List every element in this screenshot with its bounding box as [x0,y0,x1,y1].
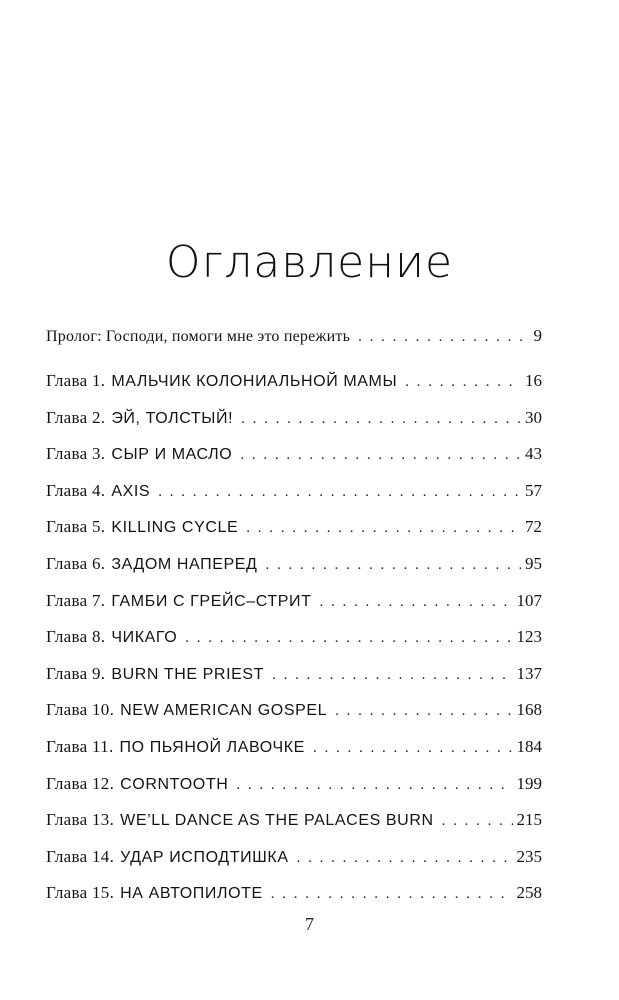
chapter-number: Глава 8. [46,627,106,647]
toc-entry-label [46,408,233,428]
chapter-title: ЭЙ, ТОЛСТЫЙ! [111,409,234,427]
page-title: Оглавление [165,237,454,289]
chapter-title: НА АВТОПИЛОТЕ [120,885,263,903]
dot-leader [158,484,521,501]
chapter-title: МАЛЬЧИК КОЛОНИАЛЬНОЙ МАМЫ [111,373,398,390]
dot-leader [335,703,512,720]
chapter-title: ПО ПЬЯНОЙ ЛАВОЧКЕ [119,738,305,756]
chapter-number: Глава 5. [46,517,106,537]
toc-entry-prologue [46,326,542,371]
chapter-title: ЧИКАГО [111,629,178,647]
dot-leader [185,630,512,647]
toc-page-number: 16 [525,371,542,390]
chapter-number: Глава 3. [46,444,106,464]
toc-page-number: 43 [525,444,542,464]
toc-entry [46,700,542,737]
toc-page-number: 168 [516,700,542,720]
chapter-title: WE’LL DANCE AS THE PALACES BURN [120,812,434,830]
dot-leader [265,557,521,574]
chapter-title: СЫР И МАСЛО [111,446,233,464]
toc-entry-label [46,627,177,647]
chapter-title: ЗАДОМ НАПЕРЕД [111,555,258,573]
toc-entry [46,408,542,445]
dot-leader [246,520,521,537]
dot-leader [405,374,521,391]
toc-entry-label [46,774,228,794]
dot-leader [240,447,521,464]
chapter-title: NEW AMERICAN GOSPEL [120,702,328,720]
chapter-number: Глава 7. [46,590,106,610]
toc-entry [46,810,542,847]
dot-leader [241,411,521,428]
toc-page-number: 9 [533,326,542,345]
chapter-number: Глава 14. [46,846,115,866]
dot-leader [313,740,513,757]
chapter-title: BURN THE PRIEST [111,665,265,683]
toc-page-number: 30 [525,407,542,427]
toc-entry [46,444,542,481]
chapter-title: CORNTOOTH [120,775,229,793]
toc-entry-label [46,591,311,611]
toc-page-number: 235 [516,846,542,866]
toc-entry-label [46,847,289,867]
toc-entry [46,371,542,408]
toc-entry [46,481,542,518]
toc-entry-label [46,883,263,903]
toc-entry [46,737,542,774]
toc-entry-label [46,664,264,684]
toc-page-number: 199 [516,773,542,793]
dot-leader [442,813,513,830]
toc-entry-label [46,737,305,757]
toc-entry [46,627,542,664]
dot-leader [272,667,512,684]
page-number: 7 [305,914,314,934]
dot-leader [319,594,512,611]
chapter-number: Глава 1. [46,371,106,390]
chapter-number: Глава 12. [46,773,115,793]
chapter-title: УДАР ИСПОДТИШКА [120,848,289,866]
toc-entry-label [46,517,238,537]
toc-entry-label [46,371,397,391]
toc-page-number: 184 [516,736,542,756]
toc-entry-label [46,444,232,464]
chapter-number: Глава 15. [46,883,115,903]
chapter-number: Глава 10. [46,700,115,720]
dot-leader [236,777,512,794]
toc-entry [46,847,542,884]
chapter-title: KILLING CYCLE [111,519,239,537]
table-of-contents [46,326,542,920]
toc-page-number: 72 [525,517,542,537]
chapter-title: ГАМБИ С ГРЕЙС–СТРИТ [111,592,312,610]
toc-page-number: 137 [516,663,542,683]
chapter-number: Глава 2. [46,407,106,427]
toc-entry-label [46,700,327,720]
toc-entry-label: Пролог: Господи, помоги мне это пережить [46,328,351,345]
toc-page-number: 95 [525,553,542,573]
chapter-number: Глава 9. [46,663,106,683]
toc-page-number: 215 [516,810,542,830]
toc-page-number: 123 [516,627,542,647]
toc-entry-label [46,481,150,501]
chapter-number: Глава 13. [46,810,115,830]
chapter-number: Глава 6. [46,553,106,573]
chapter-title: AXIS [111,482,151,500]
toc-entry-label [46,554,257,574]
chapter-number: Глава 4. [46,480,106,500]
toc-entry [46,591,542,628]
toc-entry [46,664,542,701]
toc-page-number: 107 [516,590,542,610]
toc-entry [46,517,542,554]
toc-page-number: 57 [525,480,542,500]
dot-leader [297,850,513,867]
dot-leader [271,886,513,903]
toc-entry-label [46,810,434,830]
dot-leader [358,329,529,346]
toc-entry [46,554,542,591]
chapter-number: Глава 11. [46,736,114,756]
toc-page-number: 258 [516,883,542,903]
toc-entry [46,774,542,811]
